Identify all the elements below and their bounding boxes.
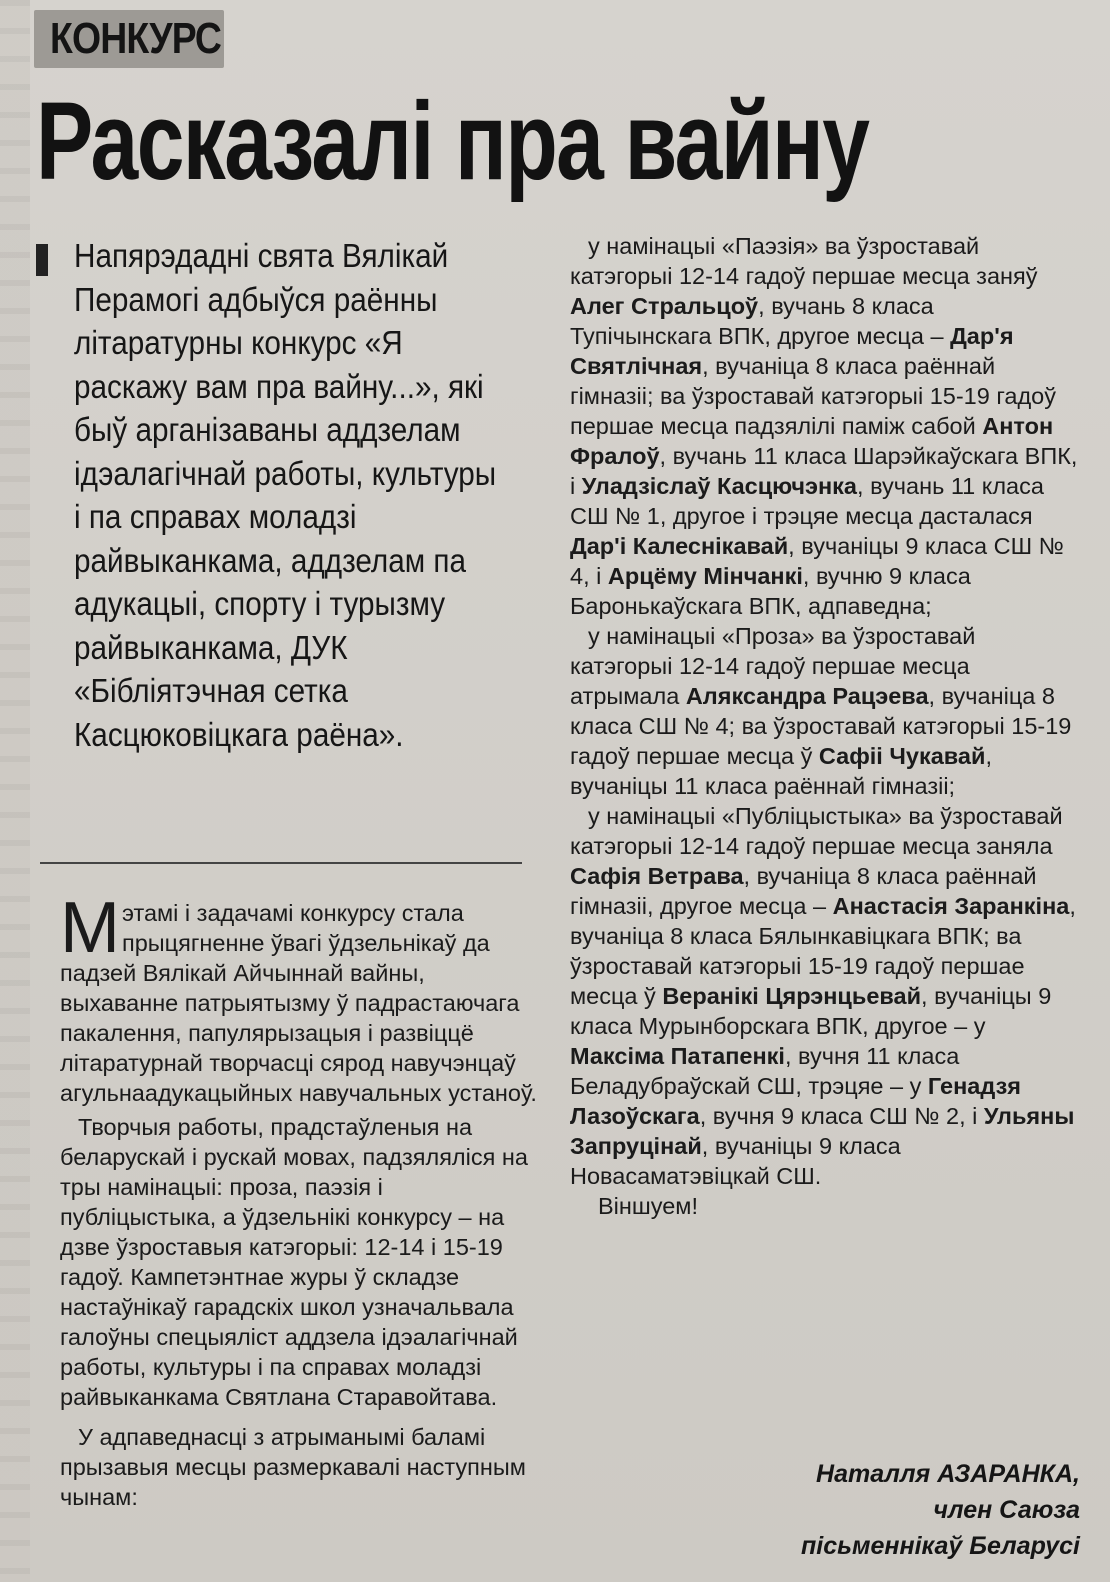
winner-name: Арцёму Мінчанкі <box>607 563 803 589</box>
winner-name: Дар'і Калеснікавай <box>570 533 789 559</box>
author-role: член Саюза <box>933 1496 1080 1524</box>
publicism: у намінацыі «Публіцыстыка» ва ўзроставай катэгорыі 12-14 гадоў першае месца заняла Сафія Ветрава, вучаніца 8 класа раённай гімназіі, другое месца – Анастасія Заранкіна, вучаніца 8 класа Бялынкавіцкага ВПК; ва ўзроставай катэгорыі 15-19 гадоў першае месца ў Веранікі Цярэнцьевай, вучаніцы 9 класа Мурынборскага ВПК, другое – у Максіма Патапенкі, вучня 11 класа Беладубраўскай СШ, трэцяе – у Генадзя Лазоўскага, вучня 9 класа СШ № 2, і Ульяны Запруцінай, вучаніцы 9 класа Новасаматэвіцкай СШ. <box>570 803 1076 1189</box>
author-signature <box>801 1456 1080 1564</box>
winner-name: Сафія Ветрава <box>570 863 744 889</box>
winner-name: Уладзіслаў Касцючэнка <box>581 473 858 499</box>
headline: Расказалі пра вайну <box>36 80 869 203</box>
body-column-left <box>60 888 540 1512</box>
body-paragraph-2: Творчыя работы, прадстаўленыя на беларускай і рускай мовах, падзяляліся на тры намінацыі: проза, паэзія і публіцыстыка, а ўдзельнікі конкурсу – на дзве ўзроставыя катэгорыі: 12-14 і 15-19 гадоў. Кампетэнтнае журы ў складзе настаўнікаў гарадскіх школ узначальвала галоўны спецыяліст аддзела ідэалагічнай работы, культуры і па справах моладзі райвыканкама Святлана Старавойтава. <box>60 1114 528 1410</box>
body-paragraph-3: У адпаведнасці з атрыманымі баламі прызавыя месцы размеркавалі наступным чынам: <box>60 1424 526 1510</box>
winner-name: Анастасія Заранкіна <box>832 893 1070 919</box>
winner-name: Антон Фралоў <box>570 413 1054 469</box>
section-tag <box>34 10 224 68</box>
lead-text: Напярэдадні свята Вялікай Перамогі адбыўся раённы літаратурны конкурс «Я раскажу вам пра вайну...», які быў арганізаваны аддзелам ідэалагічнай работы, культуры і па справах моладзі райвыканкама, аддзелам па адукацыі, спорту і турызму райвыканкама, ДУК «Бібліятэчная сетка Касцюковіцкага раёна». <box>74 237 497 753</box>
divider-rule <box>40 862 522 864</box>
adjacent-column-bleed <box>0 0 30 1582</box>
winner-name: Алег Стральцоў <box>570 293 759 319</box>
winner-name: Ульяны Запруцінай <box>570 1103 1075 1159</box>
lead-marker <box>36 244 48 276</box>
author-name: Наталля АЗАРАНКА, <box>816 1460 1080 1488</box>
prose: у намінацыі «Проза» ва ўзроставай катэгорыі 12-14 гадоў першае месца атрымала Аляксандра Рацэева, вучаніца 8 класа СШ № 4; ва ўзроставай катэгорыі 15-19 гадоў першае месца ў Сафіі Чукавай, вучаніцы 11 класа раённай гімназіі; <box>570 623 1072 799</box>
winner-name: Максіма Патапенкі <box>570 1043 785 1069</box>
congratulations: Віншуем! <box>598 1193 698 1219</box>
body-text-1: этамі і задачамі конкурсу стала прыцягненне ўвагі ўдзельнікаў да падзей Вялікай Айчыннай вайны, выхаванне патрыятызму ў падрастаючага пакалення, папулярызацыя і развіццё літаратурнай творчасці сярод навучэнцаў агульнаадукацыйных навучальных устаноў. <box>60 900 537 1106</box>
winner-name: Аляксандра Рацэева <box>685 683 929 709</box>
body-column-right <box>570 231 1080 1221</box>
winner-name: Веранікі Цярэнцьевай <box>662 983 922 1009</box>
section-label: КОНКУРС <box>50 14 222 63</box>
author-organization: пісьменнікаў Беларусі <box>801 1532 1080 1560</box>
body-paragraph-1 <box>60 888 540 1108</box>
winner-name: Дар'я Святлічная <box>570 323 1014 379</box>
winner-name: Генадзя Лазоўскага <box>570 1073 1021 1129</box>
drop-cap: М <box>60 888 120 968</box>
winner-name: Сафіі Чукавай <box>818 743 986 769</box>
poetry-junior: у намінацыі «Паэзія» ва ўзроставай катэгорыі 12-14 гадоў першае месца заняў Алег Стральцоў, вучань 8 класа Тупічынскага ВПК, другое месца – Дар'я Святлічная, вучаніца 8 класа раённай гімназіі; ва ўзроставай катэгорыі 15-19 гадоў першае месца падзялілі паміж сабой Антон Фралоў, вучань 11 класа Шарэйкаўскага ВПК, і Уладзіслаў Касцючэнка, вучань 11 класа СШ № 1, другое і трэцяе месца дасталася Дар'і Калеснікавай, вучаніцы 9 класа СШ № 4, і Арцёму Мінчанкі, вучню 9 класа Баронькаўскага ВПК, адпаведна; <box>570 233 1078 619</box>
